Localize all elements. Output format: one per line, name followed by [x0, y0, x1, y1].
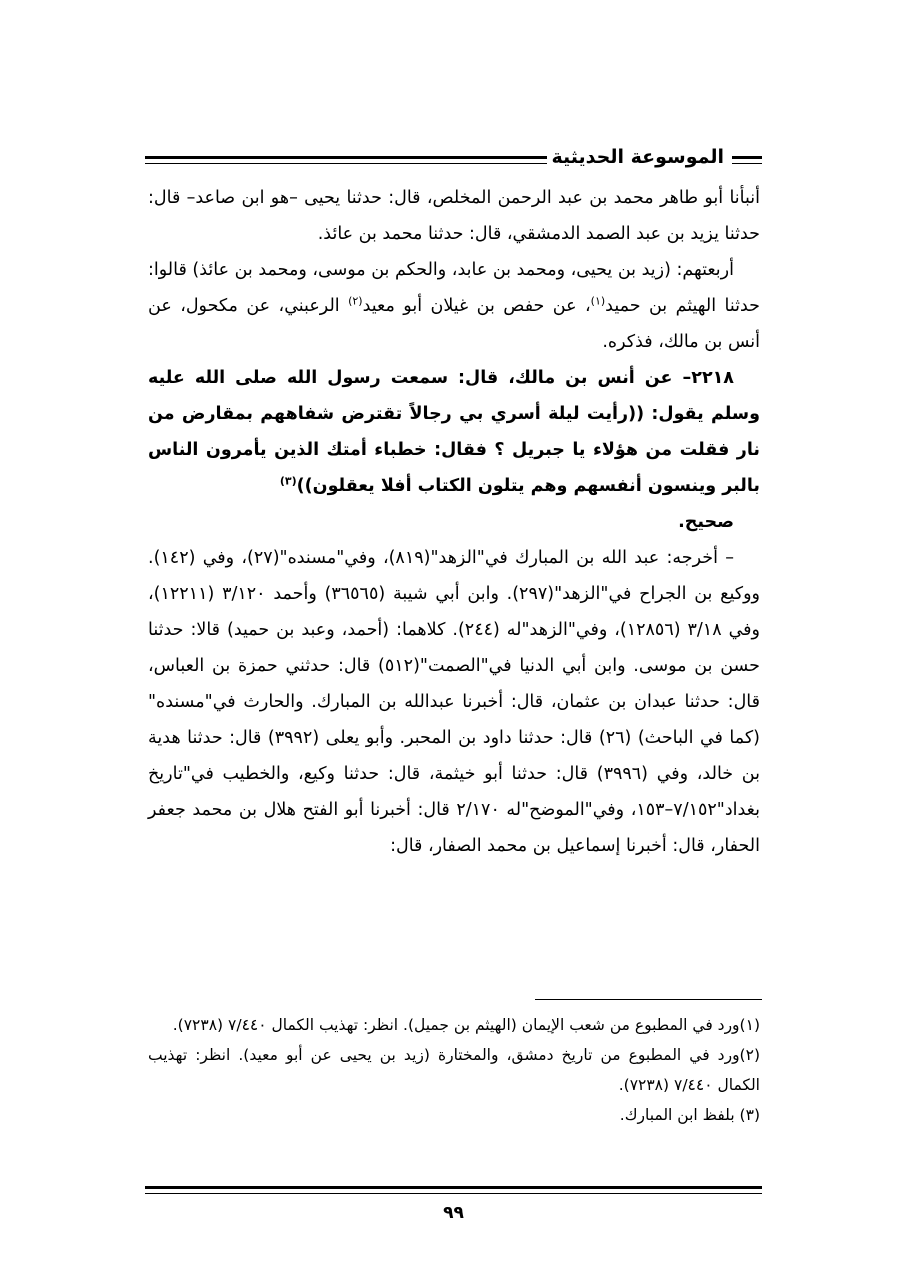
- note-ref-3: (٣): [279, 474, 297, 488]
- paragraph-chain-2: [148, 252, 760, 360]
- hadith-text: [148, 360, 760, 504]
- paragraph-chain-1: أنبأنا أبو طاهر محمد بن عبد الرحمن المخلص، قال: حدثنا يحيى –هو ابن صاعد– قال: حدثنا يزيد بن عبد الصمد الدمشقي، قال: حدثنا محمد بن عائذ.: [148, 188, 760, 244]
- footnote-2: (٢)ورد في المطبوع من تاريخ دمشق، والمختارة (زيد بن يحيى عن أبو معيد). انظر: تهذيب الكمال ٧/٤٤٠ (٧٢٣٨).: [148, 1046, 760, 1094]
- hadith-2218: ٢٢١٨– عن أنس بن مالك، قال: سمعت رسول الله صلى الله عليه وسلم يقول: ((رأيت ليلة أسري بي رجالاً تقترض شفاههم بمقارض من نار فقلت من هؤلاء يا جبريل ؟ فقال: خطباء أمتك الذين يأمرون الناس بالبر وينسون أنفسهم وهم يتلون الكتاب أفلا يعقلون)): [148, 368, 760, 496]
- main-text: [148, 180, 760, 864]
- page-number: ٩٩: [443, 1203, 464, 1223]
- note-ref-2: (٢): [348, 294, 363, 308]
- header-rule-left: [145, 156, 547, 164]
- running-header: [145, 145, 762, 171]
- header-title: الموسوعة الحديثية: [551, 146, 724, 168]
- header-rule-right: [732, 156, 762, 164]
- chain-2-part-1: أربعتهم: (زيد بن يحيى، ومحمد بن عابد، والحكم بن موسى، ومحمد بن عائذ) قالوا: حدثنا الهيثم بن حميد: [148, 260, 760, 316]
- footnote-separator: [535, 999, 762, 1000]
- footer-rule: [145, 1186, 762, 1194]
- footnote-1: (١)ورد في المطبوع من شعب الإيمان (الهيثم بن جميل). انظر: تهذيب الكمال ٧/٤٤٠ (٧٢٣٨).: [172, 1016, 760, 1034]
- chain-2-part-2: ، عن حفص بن غيلان أبو معيد: [362, 296, 591, 316]
- chain-2-part-3: الرعبني، عن مكحول، عن أنس بن مالك، فذكره.: [148, 296, 760, 352]
- takhrij-paragraph: – أخرجه: عبد الله بن المبارك في"الزهد"(٨١٩)، وفي"مسنده"(٢٧)، وفي (١٤٢). ووكيع بن الجراح في"الزهد"(٢٩٧). وابن أبي شيبة (٣٦٥٦٥) وأحمد ٣/١٢٠ (١٢٢١١)، وفي ٣/١٨ (١٢٨٥٦)، وفي"الزهد"له (٢٤٤). كلاهما: (أحمد، وعبد بن حميد) قالا: حدثنا حسن بن موسى. وابن أبي الدنيا في"الصمت"(٥١٢) قال: حدثني حمزة بن العباس، قال: حدثنا عبدان بن عثمان، قال: أخبرنا عبدالله بن المبارك. والحارث في"مسنده"(كما في الباحث) (٢٦) قال: حدثنا داود بن المحبر. وأبو يعلى (٣٩٩٢) قال: حدثنا هدية بن خالد، وفي (٣٩٩٦) قال: حدثنا أبو خيثمة، قال: حدثنا وكيع، والخطيب في"تاريخ بغداد"٧/١٥٢–١٥٣، وفي"الموضح"له ٢/١٧٠ قال: أخبرنا أبو الفتح هلال بن محمد جعفر الحفار، قال: أخبرنا إسماعيل بن محمد الصفار، قال:: [148, 548, 761, 856]
- hadith-grade: صحيح.: [678, 512, 734, 532]
- footnotes: [148, 1010, 760, 1130]
- footnote-3: (٣) بلفظ ابن المبارك.: [619, 1106, 760, 1124]
- note-ref-1: (١): [590, 294, 606, 308]
